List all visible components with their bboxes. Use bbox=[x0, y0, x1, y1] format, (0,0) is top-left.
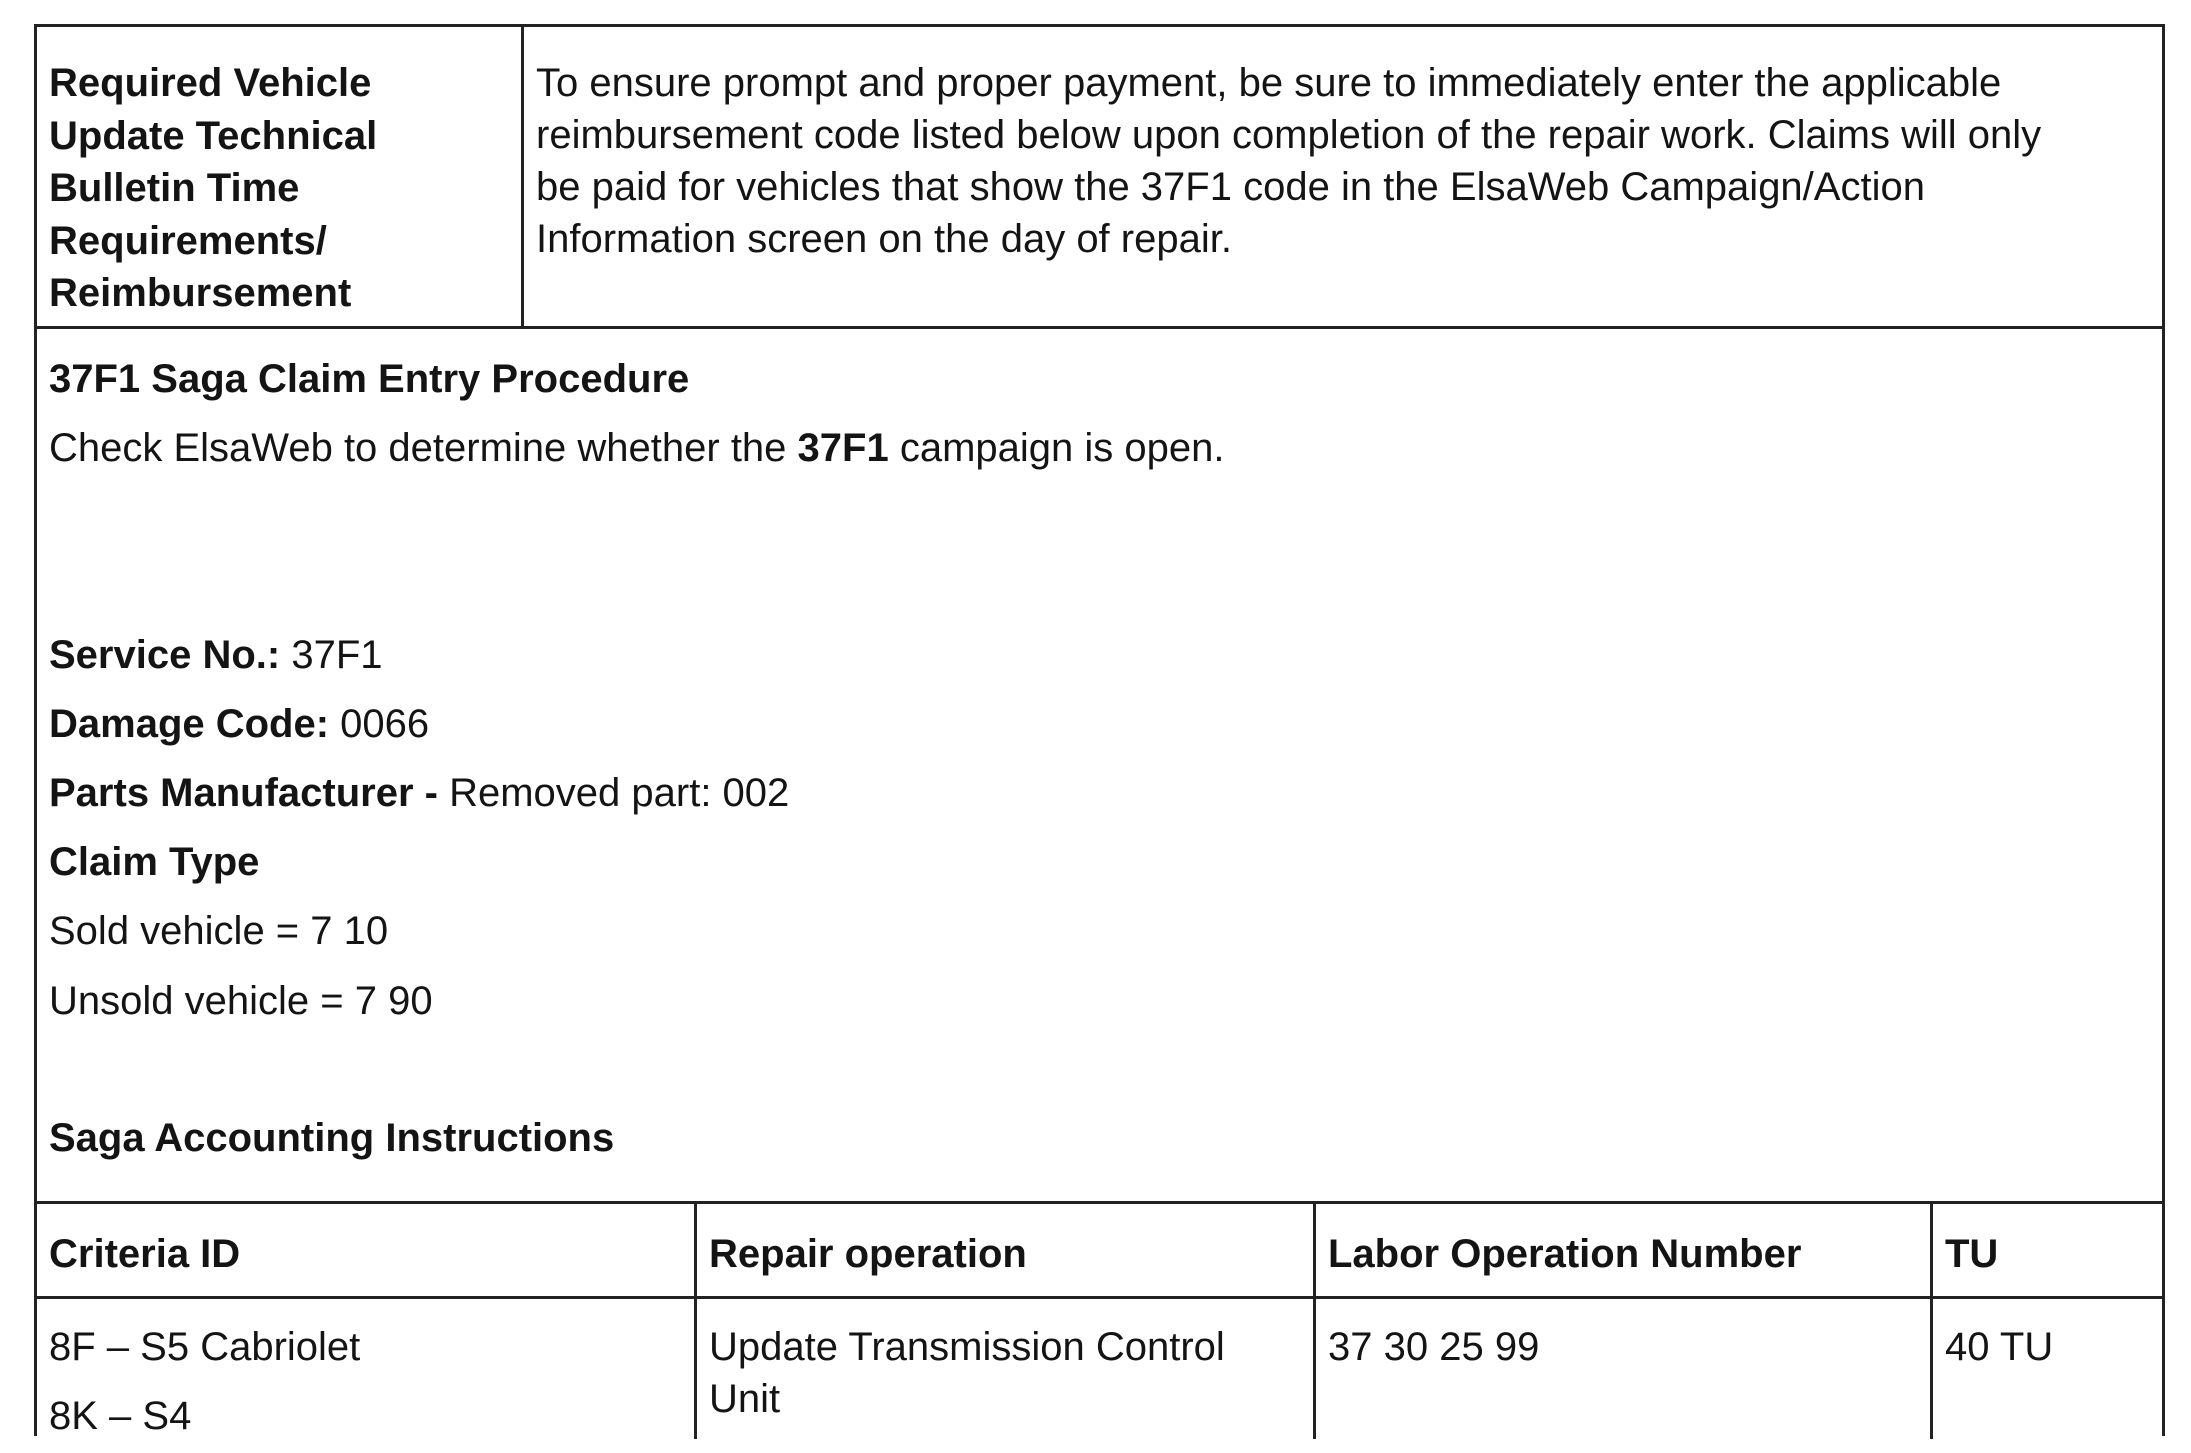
procedure-title: 37F1 Saga Claim Entry Procedure bbox=[49, 357, 690, 401]
label-line: Required Vehicle bbox=[49, 61, 372, 105]
repair-operation-cell bbox=[709, 1321, 1301, 1425]
damage-code-value: 0066 bbox=[329, 702, 430, 746]
check-code: 37F1 bbox=[797, 426, 889, 470]
damage-code-line bbox=[49, 698, 429, 750]
labor-operation-header: Labor Operation Number bbox=[1328, 1232, 1802, 1276]
bulletin-document bbox=[34, 24, 2165, 1436]
criteria-entry: 8F – S5 Cabriolet bbox=[49, 1325, 361, 1369]
label-line: Bulletin Time bbox=[49, 166, 300, 210]
claim-type-heading: Claim Type bbox=[49, 840, 260, 884]
tu-header: TU bbox=[1945, 1232, 1999, 1276]
time-requirements-row bbox=[37, 27, 2162, 329]
accounting-table bbox=[37, 1204, 2162, 1439]
repair-operation-text: Unit bbox=[709, 1377, 781, 1421]
sold-vehicle-line: Sold vehicle = 7 10 bbox=[49, 909, 389, 953]
labor-operation-cell bbox=[1328, 1321, 1918, 1373]
parts-manufacturer-value: Removed part: 002 bbox=[437, 771, 790, 815]
criteria-id-cell bbox=[49, 1321, 682, 1442]
table-header-divider bbox=[37, 1296, 2162, 1299]
check-prefix: Check ElsaWeb to determine whether the bbox=[49, 426, 798, 470]
repair-operation-text: Update Transmission Control bbox=[709, 1325, 1225, 1369]
label-line: Requirements/ bbox=[49, 218, 327, 263]
unsold-vehicle-line: Unsold vehicle = 7 90 bbox=[49, 979, 433, 1023]
time-requirements-label bbox=[37, 27, 524, 326]
labor-operation-number: 37 30 25 99 bbox=[1328, 1325, 1540, 1369]
parts-manufacturer-label: Parts Manufacturer - bbox=[49, 771, 438, 815]
criteria-id-header: Criteria ID bbox=[49, 1232, 241, 1276]
criteria-entry: 8K – S4 bbox=[49, 1394, 192, 1438]
repair-operation-column bbox=[697, 1204, 1316, 1439]
tu-column bbox=[1933, 1204, 2162, 1439]
parts-manufacturer-line bbox=[49, 767, 789, 819]
check-suffix: campaign is open. bbox=[888, 426, 1225, 470]
repair-operation-header: Repair operation bbox=[709, 1232, 1027, 1276]
check-elsaweb-line bbox=[49, 422, 1224, 474]
service-no-label: Service No.: bbox=[49, 633, 281, 677]
label-line: Update Technical bbox=[49, 113, 378, 158]
tu-value: 40 TU bbox=[1945, 1325, 2054, 1369]
claim-entry-procedure bbox=[37, 329, 2162, 1204]
criteria-id-column bbox=[37, 1204, 697, 1439]
text-line: be paid for vehicles that show the 37F1 code in the ElsaWeb Campaign/Action bbox=[536, 165, 1925, 209]
damage-code-label: Damage Code: bbox=[49, 702, 330, 746]
text-line: Information screen on the day of repair. bbox=[536, 217, 1232, 261]
labor-operation-column bbox=[1316, 1204, 1933, 1439]
tu-cell bbox=[1945, 1321, 2150, 1373]
service-no-line bbox=[49, 629, 383, 681]
accounting-instructions-heading: Saga Accounting Instructions bbox=[49, 1116, 615, 1160]
time-requirements-text bbox=[524, 27, 2162, 326]
label-line: Reimbursement bbox=[49, 271, 352, 315]
service-no-value: 37F1 bbox=[280, 633, 383, 677]
text-line: reimbursement code listed below upon completion of the repair work. Claims will only bbox=[536, 113, 2042, 157]
text-line: To ensure prompt and proper payment, be sure to immediately enter the applicable bbox=[536, 61, 2002, 105]
